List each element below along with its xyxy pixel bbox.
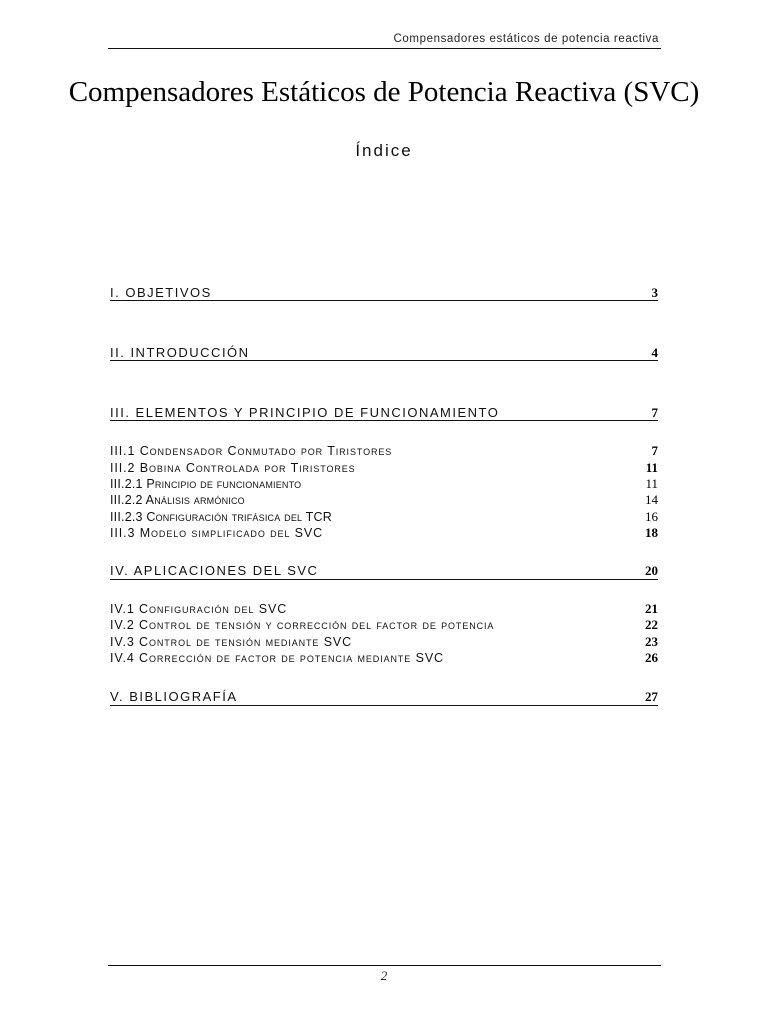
toc-entry-page: 20	[645, 563, 658, 578]
toc-entry-correccion-factor[interactable]	[110, 650, 658, 666]
document-title: Compensadores Estáticos de Potencia Reactiva (SVC)	[68, 76, 700, 108]
toc-entry-page: 18	[645, 525, 658, 540]
toc-entry-label: IV. APLICACIONES DEL SVC	[110, 563, 319, 578]
footer-page-number: 2	[380, 968, 388, 983]
toc-entry-label: III.1 Condensador Conmutado por Tiristores	[110, 444, 393, 458]
toc-entry-label: IV.3 Control de tensión mediante SVC	[110, 635, 353, 649]
toc-entry-analisis[interactable]	[110, 492, 658, 508]
toc-entry-bibliografia[interactable]	[110, 689, 658, 705]
toc-entry-rule	[110, 705, 658, 706]
index-heading: Índice	[355, 141, 413, 160]
toc-entry-page: 27	[645, 689, 658, 704]
toc-entry-rule	[110, 300, 658, 301]
toc-entry-label: IV.1 Configuración del SVC	[110, 602, 288, 616]
toc-entry-aplicaciones[interactable]	[110, 563, 658, 579]
toc-entry-configuracion-tcr[interactable]	[110, 509, 658, 525]
toc-entry-label: II. INTRODUCCIÓN	[110, 345, 250, 360]
toc-entry-rule	[110, 579, 658, 580]
toc-entry-label: V. BIBLIOGRAFÍA	[110, 689, 238, 704]
toc-entry-objetivos[interactable]	[110, 285, 658, 301]
toc-entry-page: 16	[645, 509, 658, 524]
toc-entry-configuracion-svc[interactable]	[110, 601, 658, 617]
toc-entry-control-tension[interactable]	[110, 634, 658, 650]
toc-entry-page: 7	[651, 405, 658, 420]
toc-entry-label: IV.4 Corrección de factor de potencia mediante SVC	[110, 651, 444, 665]
toc-entry-control-correccion[interactable]	[110, 617, 658, 633]
toc-entry-page: 21	[645, 601, 658, 616]
toc-entry-rule	[110, 420, 658, 421]
toc-entry-page: 26	[645, 650, 658, 665]
toc-entry-bobina[interactable]	[110, 460, 658, 476]
toc-entry-elementos[interactable]	[110, 405, 658, 421]
toc-entry-condensador[interactable]	[110, 443, 658, 459]
header-rule	[108, 48, 661, 49]
toc-entry-label: III.3 Modelo simplificado del SVC	[110, 526, 324, 540]
toc-entry-label: III.2.1 Principio de funcionamiento	[110, 477, 302, 491]
toc-entry-label: III.2.2 Análisis armónico	[110, 493, 245, 507]
toc-entry-label: III. ELEMENTOS Y PRINCIPIO DE FUNCIONAMIENTO	[110, 405, 500, 420]
toc-entry-page: 4	[651, 345, 658, 360]
toc-entry-label: IV.2 Control de tensión y corrección del factor de potencia	[110, 618, 495, 632]
toc-entry-label: III.2 Bobina Controlada por Tiristores	[110, 461, 356, 475]
footer-rule	[108, 965, 661, 966]
toc-entry-rule	[110, 360, 658, 361]
toc-entry-page: 23	[645, 634, 658, 649]
toc-entry-page: 11	[645, 460, 658, 475]
toc-entry-label: III.2.3 Configuración trifásica del TCR	[110, 510, 332, 524]
toc-entry-page: 22	[645, 617, 658, 632]
toc-entry-page: 11	[645, 476, 658, 491]
toc-entry-modelo[interactable]	[110, 525, 658, 541]
running-header: Compensadores estáticos de potencia reactiva	[393, 33, 659, 45]
toc-entry-label: I. OBJETIVOS	[110, 285, 212, 300]
toc-entry-introduccion[interactable]	[110, 345, 658, 361]
toc-entry-principio[interactable]	[110, 476, 658, 492]
toc-entry-page: 7	[651, 443, 658, 458]
toc-entry-page: 3	[651, 285, 658, 300]
toc-entry-page: 14	[645, 492, 658, 507]
